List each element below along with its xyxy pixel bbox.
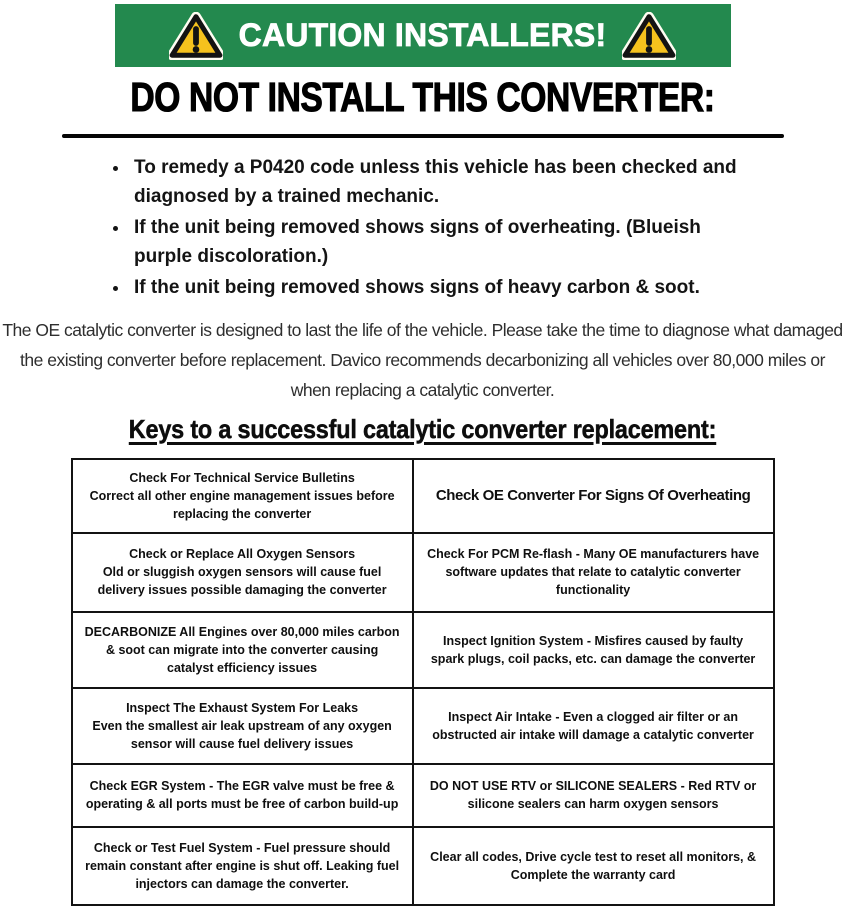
cell-text: DO NOT USE RTV or SILICONE SEALERS - Red RTV or silicone sealers can harm oxygen sensors — [429, 779, 757, 812]
keys-table-cell-left — [72, 533, 413, 612]
divider-line — [62, 134, 784, 138]
cell-text: Check OE Converter For Signs Of Overheating — [435, 486, 751, 504]
keys-table-row — [72, 688, 774, 764]
warning-list — [112, 154, 760, 303]
keys-table-cell-right — [413, 612, 774, 688]
cell-text: Correct all other engine management issues before replacing the converter — [89, 488, 395, 521]
keys-heading: Keys to a successful catalytic converter replacement: — [128, 413, 717, 444]
keys-table-cell-left — [72, 764, 413, 827]
keys-table-cell-right — [413, 764, 774, 827]
cell-text: Even the smallest air leak upstream of any oxygen sensor will cause fuel delivery issues — [92, 718, 392, 751]
keys-table-row — [72, 612, 774, 688]
advice-paragraph: The OE catalytic converter is designed to last the life of the vehicle. Please take the time to diagnose what damaged the existing converter before replacement. Davico recommends decarbonizing all vehicles over 80,000 miles or when replacing a catalytic converter. — [2, 319, 843, 400]
cell-text: Check EGR System - The EGR valve must be free & operating & all ports must be free of carbon build-up — [85, 779, 399, 812]
keys-table-body — [72, 459, 774, 905]
keys-table-cell-left — [72, 827, 413, 905]
cell-text: Old or sluggish oxygen sensors will cause fuel delivery issues possible damaging the converter — [97, 565, 387, 598]
cell-text: Inspect Air Intake - Even a clogged air filter or an obstructed air intake will damage a catalytic converter — [432, 709, 754, 742]
keys-table-cell-right — [413, 827, 774, 905]
cell-text: Check For PCM Re-flash - Many OE manufacturers have software updates that relate to catalytic converter functionality — [427, 547, 760, 598]
keys-table-cell-left — [72, 459, 413, 533]
keys-table-row — [72, 764, 774, 827]
keys-table-row — [72, 459, 774, 533]
keys-table — [71, 458, 775, 906]
banner-title: CAUTION INSTALLERS! — [238, 17, 607, 53]
keys-table-cell-right — [413, 459, 774, 533]
cell-text: Check or Test Fuel System - Fuel pressure should remain constant after engine is shut off. Leaking fuel injectors can damage the converter. — [85, 840, 400, 891]
caution-banner — [115, 4, 731, 67]
page-title: DO NOT INSTALL THIS CONVERTER: — [130, 74, 715, 120]
cell-text: Clear all codes, Drive cycle test to reset all monitors, & Complete the warranty card — [430, 849, 756, 882]
warning-list-item: • If the unit being removed shows signs of heavy carbon & soot. — [130, 274, 760, 303]
keys-table-cell-left — [72, 688, 413, 764]
cell-text: Check or Replace All Oxygen Sensors — [129, 547, 356, 562]
cell-text: Inspect The Exhaust System For Leaks — [126, 700, 359, 715]
keys-table-cell-right — [413, 533, 774, 612]
keys-table-cell-left — [72, 612, 413, 688]
warning-list-item: • If the unit being removed shows signs of overheating. (Blueish purple discoloration.) — [130, 214, 760, 271]
warning-triangle-icon — [169, 12, 223, 60]
keys-table-row — [72, 533, 774, 612]
keys-table-cell-right — [413, 688, 774, 764]
warning-triangle-icon — [622, 12, 676, 60]
cell-text: Inspect Ignition System - Misfires caused by faulty spark plugs, coil packs, etc. can damage the converter — [430, 633, 756, 666]
cell-text: DECARBONIZE All Engines over 80,000 miles carbon & soot can migrate into the converter causing catalyst efficiency issues — [84, 624, 400, 675]
warning-list-item: • To remedy a P0420 code unless this vehicle has been checked and diagnosed by a trained mechanic. — [130, 154, 760, 211]
cell-text: Check For Technical Service Bulletins — [129, 470, 355, 485]
keys-table-row — [72, 827, 774, 905]
